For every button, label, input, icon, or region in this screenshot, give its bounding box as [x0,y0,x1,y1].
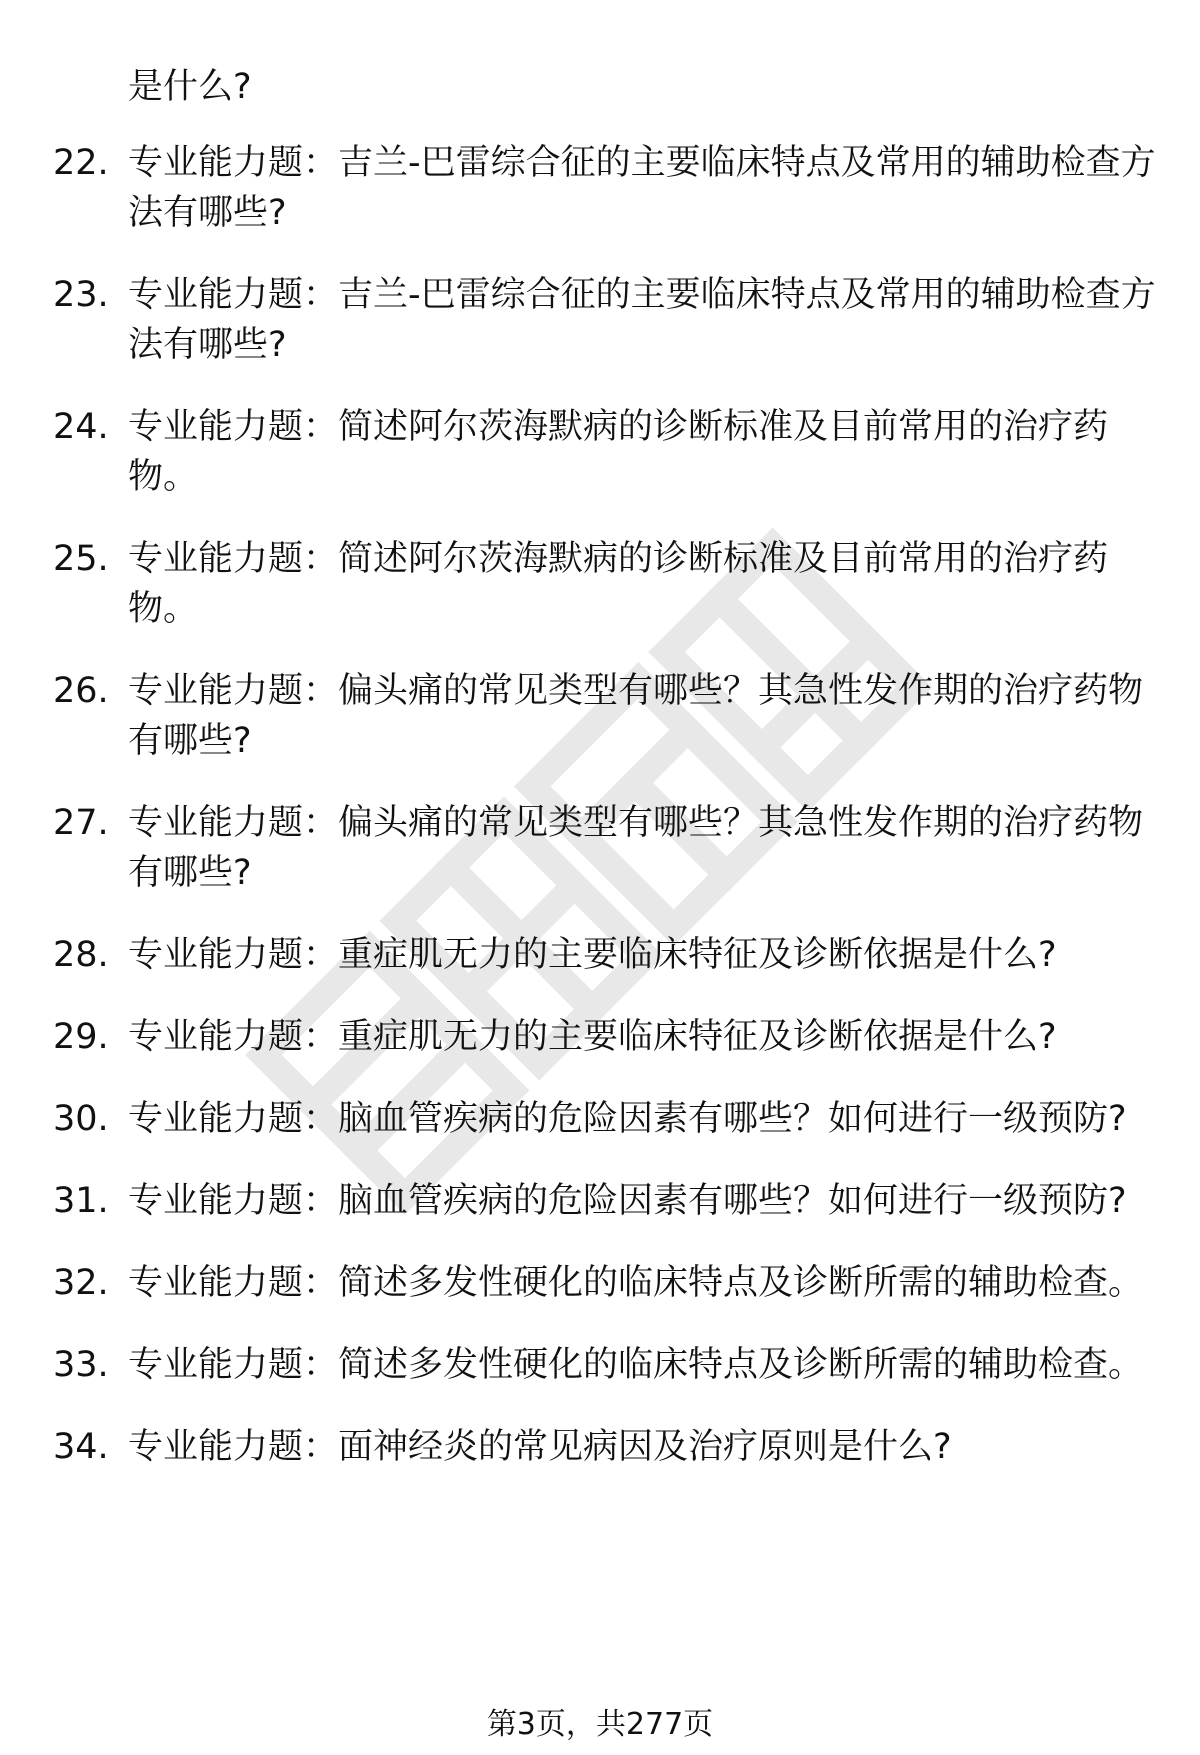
question-item [0,1176,1200,1226]
question-number: 31. [53,1181,109,1221]
question-text: 专业能力题：重症肌无力的主要临床特征及诊断依据是什么? [128,1017,1057,1057]
continuation-text: 是什么? [128,67,252,107]
question-item [0,666,1200,766]
question-number: 26. [53,671,109,711]
question-number: 29. [53,1017,109,1057]
question-text: 专业能力题：偏头痛的常见类型有哪些？其急性发作期的治疗药物有哪些? [128,803,1144,893]
question-item [0,138,1200,238]
question-number: 22. [53,143,109,183]
question-text: 专业能力题：吉兰-巴雷综合征的主要临床特点及常用的辅助检查方法有哪些? [128,275,1156,365]
question-number: 25. [53,539,109,579]
question-number: 34. [53,1427,109,1467]
question-text: 专业能力题：简述阿尔茨海默病的诊断标准及目前常用的治疗药物。 [128,539,1109,629]
question-number: 32. [53,1263,109,1303]
question-item [0,1422,1200,1472]
question-list [0,138,1200,1504]
question-text: 专业能力题：吉兰-巴雷综合征的主要临床特点及常用的辅助检查方法有哪些? [128,143,1156,233]
question-text: 专业能力题：重症肌无力的主要临床特征及诊断依据是什么? [128,935,1057,975]
question-text: 专业能力题：脑血管疾病的危险因素有哪些？如何进行一级预防? [128,1099,1127,1139]
question-number: 33. [53,1345,109,1385]
question-text: 专业能力题：简述多发性硬化的临床特点及诊断所需的辅助检查。 [128,1345,1144,1385]
question-item [0,798,1200,898]
question-text: 专业能力题：简述阿尔茨海默病的诊断标准及目前常用的治疗药物。 [128,407,1109,497]
question-text: 专业能力题：脑血管疾病的危险因素有哪些？如何进行一级预防? [128,1181,1127,1221]
question-item [0,534,1200,634]
question-number: 24. [53,407,109,447]
question-item [0,402,1200,502]
page-footer: 第3页，共277页 [486,1707,714,1742]
question-item [0,1258,1200,1308]
question-item [0,270,1200,370]
question-item [0,930,1200,980]
question-number: 27. [53,803,109,843]
question-text: 专业能力题：面神经炎的常见病因及治疗原则是什么? [128,1427,952,1467]
question-number: 28. [53,935,109,975]
question-text: 专业能力题：简述多发性硬化的临床特点及诊断所需的辅助检查。 [128,1263,1144,1303]
question-number: 23. [53,275,109,315]
question-item [0,1012,1200,1062]
question-text: 专业能力题：偏头痛的常见类型有哪些？其急性发作期的治疗药物有哪些? [128,671,1144,761]
question-item [0,1340,1200,1390]
question-number: 30. [53,1099,109,1139]
question-item [0,1094,1200,1144]
